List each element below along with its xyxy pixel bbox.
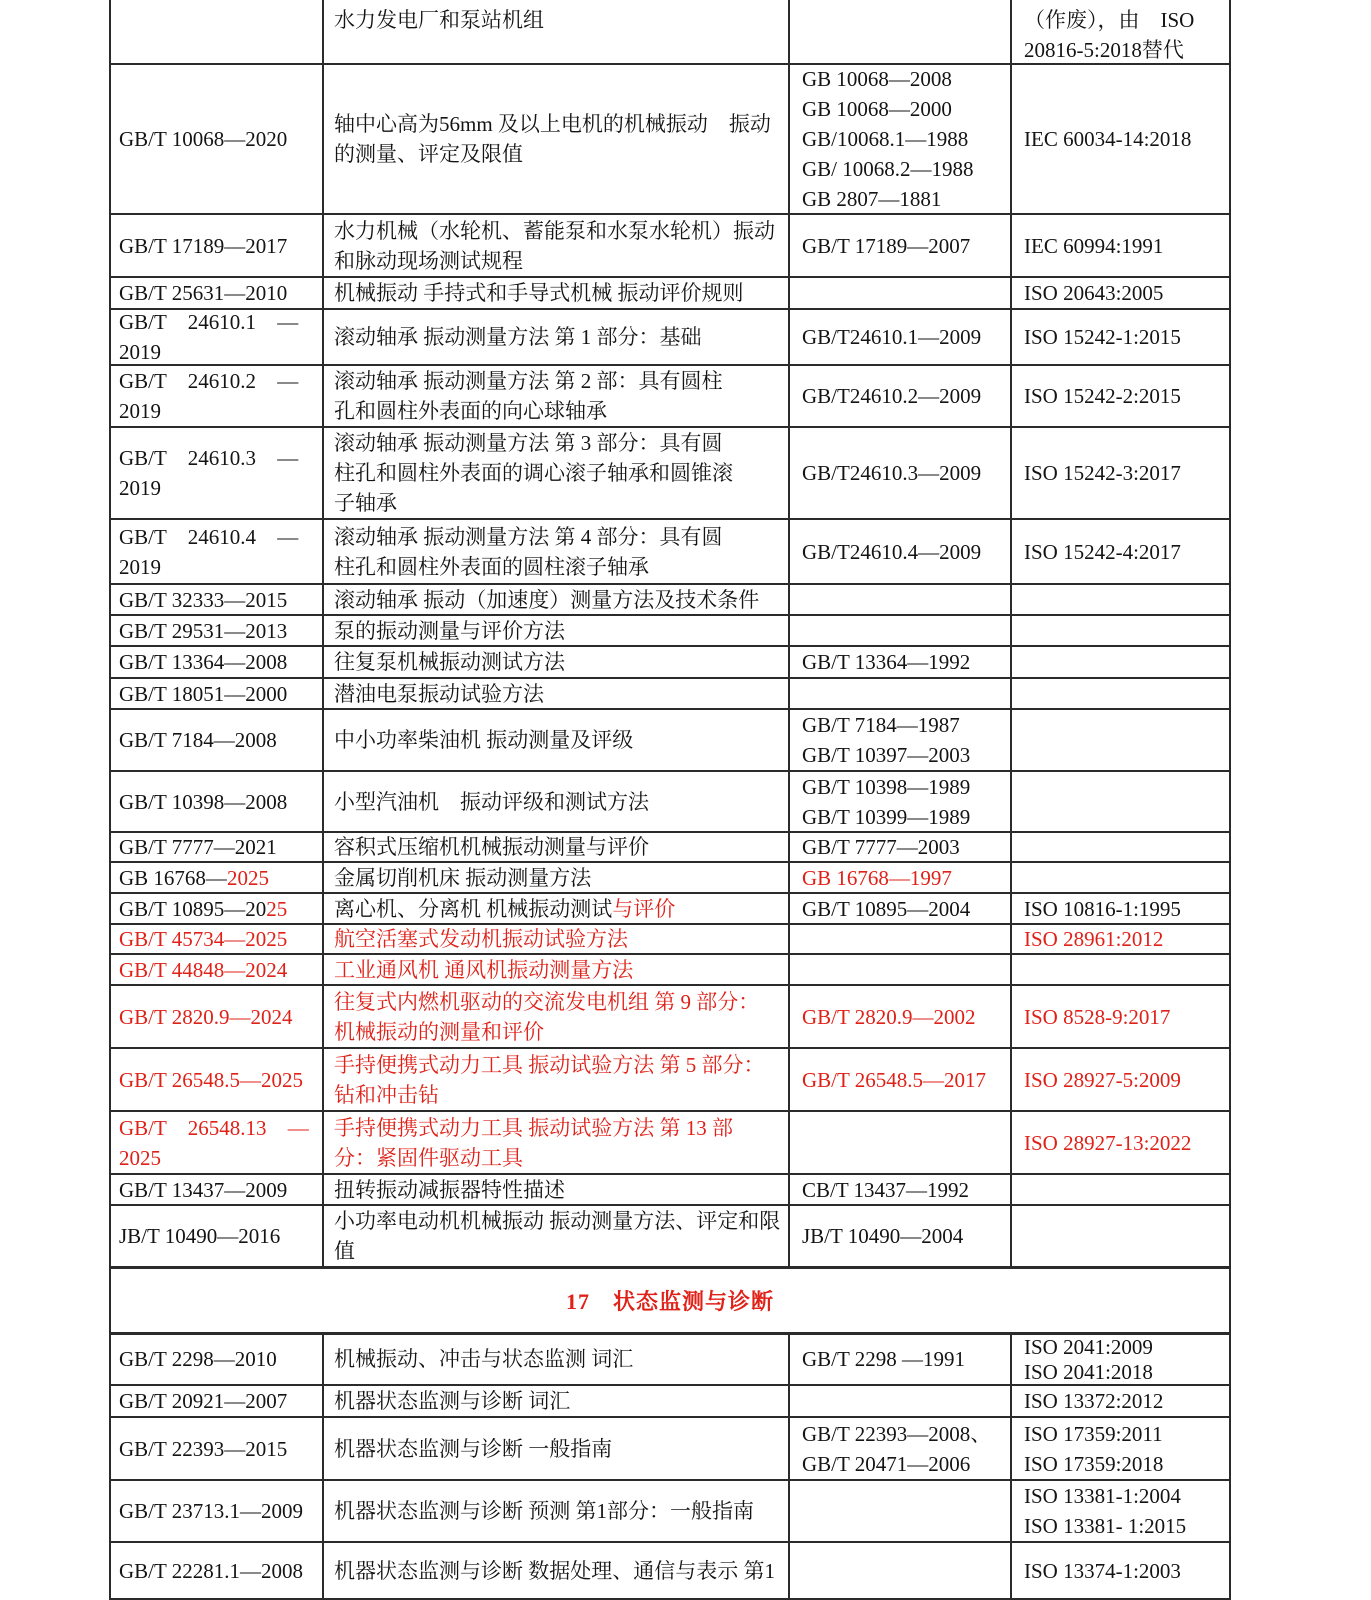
table-row: [111, 1481, 1231, 1543]
cell-international-standard: [1012, 65, 1231, 213]
cell-standard-number: [111, 710, 324, 770]
cell-text-line: GB 2807—1881: [802, 187, 942, 211]
cell-text-line: 和脉动现场测试规程: [334, 248, 523, 273]
cell-text-line: 航空活塞式发动机振动试验方法: [334, 927, 628, 951]
cell-international-standard: [1012, 1206, 1231, 1266]
cell-text-line: 机械振动的测量和评价: [334, 1019, 544, 1044]
cell-text-line: 滚动轴承 振动测量方法 第 1 部分：基础: [334, 325, 702, 349]
cell-title: [324, 955, 790, 984]
cell-text-line: ISO 28927-13:2022: [1024, 1130, 1192, 1155]
cell-international-standard: [1012, 1386, 1231, 1416]
cell-text-line: GB/ 10068.2—1988: [802, 157, 974, 181]
cell-text-line: GB/T 13437—2009: [119, 1177, 288, 1202]
cell-text-line: 金属切削机床 振动测量方法: [334, 865, 592, 890]
cell-title: [324, 215, 790, 276]
table-row: [111, 520, 1231, 585]
cell-text-line: GB/T 26548.5—2025: [119, 1067, 303, 1092]
cell-text-line: ISO 17359:2018: [1024, 1451, 1164, 1476]
cell-superseded-standard: [790, 428, 1012, 518]
standards-table: [109, 0, 1231, 1600]
cell-text-line: GB/T 24610.3 —: [119, 446, 299, 470]
table-row: [111, 366, 1231, 428]
cell-title: [324, 1386, 790, 1416]
cell-text-line: GB/T 7184—2008: [119, 728, 277, 752]
cell-superseded-standard: [790, 1543, 1012, 1598]
cell-text-line: GB/T 18051—2000: [119, 681, 288, 706]
cell-text-line: 2019: [119, 340, 161, 364]
cell-text-line: GB/T 26548.5—2017: [802, 1067, 986, 1092]
cell-text-line: GB/T 10399—1989: [802, 804, 971, 829]
cell-text-line: GB/T 10895—2025: [119, 896, 288, 921]
cell-text-line: ISO 13381-1:2004: [1024, 1484, 1181, 1508]
cell-standard-number: [111, 1335, 324, 1384]
cell-text-line: ISO 15242-2:2015: [1024, 384, 1181, 408]
cell-standard-number: [111, 278, 324, 308]
cell-text-line: ISO 28927-5:2009: [1024, 1067, 1181, 1092]
cell-text-line: 滚动轴承 振动测量方法 第 2 部：具有圆柱: [334, 369, 723, 393]
cell-text-line: 往复泵机械振动测试方法: [334, 650, 565, 674]
table-row: [111, 1543, 1231, 1600]
cell-title: [324, 310, 790, 364]
cell-standard-number: [111, 679, 324, 708]
table-row: [111, 894, 1231, 925]
cell-standard-number: [111, 863, 324, 892]
table-row: [111, 310, 1231, 366]
cell-text-line: 小功率电动机机械振动 振动测量方法、评定和限: [334, 1209, 781, 1233]
cell-text-line: 2019: [119, 476, 161, 500]
cell-superseded-standard: [790, 894, 1012, 923]
table-row: [111, 710, 1231, 772]
cell-standard-number: [111, 894, 324, 923]
table-row: [111, 1049, 1231, 1112]
cell-text-line: 柱孔和圆柱外表面的调心滚子轴承和圆锥滚: [334, 461, 733, 485]
cell-text-line: GB/T 22393—2008、: [802, 1421, 992, 1446]
cell-title: [324, 1418, 790, 1479]
cell-text-line: GB/T 10398—1989: [802, 774, 971, 799]
cell-text-line: 轴中心高为56mm 及以上电机的机械振动 振动: [334, 112, 771, 136]
cell-superseded-standard: [790, 710, 1012, 770]
cell-text-line: 柱孔和圆柱外表面的圆柱滚子轴承: [334, 554, 649, 579]
table-row: [111, 925, 1231, 955]
cell-title: [324, 1335, 790, 1384]
cell-superseded-standard: [790, 986, 1012, 1047]
cell-title: [324, 278, 790, 308]
table-row: [111, 1206, 1231, 1268]
table-row: [111, 585, 1231, 616]
cell-superseded-standard: [790, 955, 1012, 984]
cell-text-line: 水力发电厂和泵站机组: [334, 8, 544, 32]
cell-standard-number: [111, 1112, 324, 1173]
cell-text-line: GB/T 45734—2025: [119, 927, 288, 951]
cell-text-line: 机器状态监测与诊断 词汇: [334, 1389, 571, 1413]
table-row: [111, 1386, 1231, 1418]
cell-international-standard: [1012, 1335, 1231, 1384]
cell-text-line: 小型汽油机 振动评级和测试方法: [334, 789, 649, 814]
cell-text-line: GB/T24610.4—2009: [802, 539, 982, 564]
cell-title: [324, 863, 790, 892]
cell-text-line: GB 10068—2008: [802, 67, 952, 91]
table-row: [111, 679, 1231, 710]
cell-text-line: 2019: [119, 554, 161, 579]
cell-standard-number: [111, 585, 324, 614]
cell-international-standard: [1012, 894, 1231, 923]
cell-text-line: GB/T 10895—2004: [802, 896, 971, 921]
cell-text-line: 扭转振动减振器特性描述: [334, 1177, 565, 1202]
cell-text-line: GB/T24610.3—2009: [802, 461, 982, 485]
cell-standard-number: [111, 616, 324, 645]
cell-text-line: GB/T 24610.2 —: [119, 369, 299, 393]
table-row: [111, 1335, 1231, 1386]
cell-international-standard: [1012, 1175, 1231, 1204]
cell-text-line: IEC 60994:1991: [1024, 233, 1164, 258]
cell-title: [324, 772, 790, 831]
table-row: [111, 215, 1231, 278]
cell-title: [324, 65, 790, 213]
cell-title: [324, 986, 790, 1047]
cell-standard-number: [111, 772, 324, 831]
cell-superseded-standard: [790, 65, 1012, 213]
table-row: [111, 986, 1231, 1049]
cell-superseded-standard: [790, 1175, 1012, 1204]
cell-international-standard: [1012, 863, 1231, 892]
cell-title: [324, 679, 790, 708]
cell-international-standard: [1012, 310, 1231, 364]
cell-text-line: GB/T 24610.4 —: [119, 524, 299, 549]
cell-text-line: GB/T 20471—2006: [802, 1451, 971, 1476]
cell-text-line: （作废），由 ISO: [1024, 8, 1195, 32]
table-row: [111, 647, 1231, 679]
cell-superseded-standard: [790, 310, 1012, 364]
cell-superseded-standard: [790, 1335, 1012, 1384]
cell-standard-number: [111, 647, 324, 677]
cell-international-standard: [1012, 616, 1231, 645]
cell-text-line: 机器状态监测与诊断 数据处理、通信与表示 第1: [334, 1558, 775, 1583]
cell-text-line: 机械振动 手持式和手导式机械 振动评价规则: [334, 281, 744, 305]
cell-text-line: ISO 2041:2018: [1024, 1359, 1153, 1384]
cell-title: [324, 710, 790, 770]
section-title: 17 状态监测与诊断: [565, 1289, 774, 1314]
cell-text-line: GB/T 13364—2008: [119, 650, 288, 674]
cell-superseded-standard: [790, 0, 1012, 63]
cell-superseded-standard: [790, 1481, 1012, 1541]
cell-text-line: 往复式内燃机驱动的交流发电机组 第 9 部分：: [334, 989, 760, 1014]
cell-standard-number: [111, 955, 324, 984]
cell-text-line: 的测量、评定及限值: [334, 142, 523, 166]
cell-superseded-standard: [790, 863, 1012, 892]
cell-text-line: IEC 60034-14:2018: [1024, 127, 1192, 151]
cell-standard-number: [111, 520, 324, 583]
cell-standard-number: [111, 1418, 324, 1479]
cell-text-line: GB/T24610.1—2009: [802, 325, 982, 349]
cell-international-standard: [1012, 679, 1231, 708]
cell-international-standard: [1012, 1481, 1231, 1541]
cell-standard-number: [111, 366, 324, 426]
cell-text-line: 水力机械（水轮机、蓄能泵和水泵水轮机）振动: [334, 218, 775, 243]
cell-standard-number: [111, 310, 324, 364]
cell-title: [324, 1543, 790, 1598]
cell-text-line: ISO 13374-1:2003: [1024, 1558, 1181, 1583]
cell-text-line: 机械振动、冲击与状态监测 词汇: [334, 1347, 634, 1371]
cell-text-line: CB/T 13437—1992: [802, 1177, 970, 1202]
cell-text-line: GB/T 2298 —1991: [802, 1347, 965, 1371]
cell-text-line: JB/T 10490—2016: [119, 1224, 281, 1248]
cell-title: [324, 616, 790, 645]
table-row: [111, 1175, 1231, 1206]
table-row: [111, 65, 1231, 215]
cell-superseded-standard: [790, 772, 1012, 831]
cell-text-line: GB/T 20921—2007: [119, 1389, 288, 1413]
cell-standard-number: [111, 1049, 324, 1110]
cell-text-line: 2019: [119, 399, 161, 423]
cell-international-standard: [1012, 585, 1231, 614]
cell-text-line: GB/T 22281.1—2008: [119, 1558, 303, 1583]
cell-title: [324, 833, 790, 861]
cell-text-line: 滚动轴承 振动（加速度）测量方法及技术条件: [334, 587, 760, 612]
cell-text-line: 钻和冲击钻: [334, 1082, 439, 1107]
cell-text-line: GB/10068.1—1988: [802, 127, 969, 151]
cell-text-line: 手持便携式动力工具 振动试验方法 第 13 部: [334, 1115, 733, 1140]
cell-title: [324, 366, 790, 426]
cell-text-line: GB/T 17189—2007: [802, 233, 971, 258]
cell-text-line: GB/T 7184—1987: [802, 713, 960, 737]
cell-superseded-standard: [790, 616, 1012, 645]
cell-text-line: GB/T 7777—2003: [802, 835, 960, 859]
cell-text-line: GB/T 23713.1—2009: [119, 1499, 303, 1523]
cell-title: [324, 520, 790, 583]
table-row: [111, 278, 1231, 310]
table-row: [111, 833, 1231, 863]
cell-international-standard: [1012, 647, 1231, 677]
cell-text-line: GB/T 10397—2003: [802, 743, 971, 767]
cell-text-line: 泵的振动测量与评价方法: [334, 618, 565, 643]
cell-text-line: GB/T 2820.9—2024: [119, 1004, 293, 1029]
cell-text-line: 20816-5:2018替代: [1024, 38, 1184, 62]
table-row: [111, 1418, 1231, 1481]
cell-text-line: 机器状态监测与诊断 预测 第1部分：一般指南: [334, 1499, 754, 1523]
cell-international-standard: [1012, 366, 1231, 426]
cell-text-line: GB/T 26548.13 —: [119, 1115, 309, 1140]
table-row: [111, 772, 1231, 833]
cell-international-standard: [1012, 710, 1231, 770]
cell-text-line: GB/T 29531—2013: [119, 618, 288, 643]
cell-standard-number: [111, 1206, 324, 1266]
cell-superseded-standard: [790, 925, 1012, 953]
cell-text-line: ISO 15242-1:2015: [1024, 325, 1181, 349]
cell-standard-number: [111, 215, 324, 276]
cell-text-line: GB 10068—2000: [802, 97, 952, 121]
cell-text-line: 中小功率柴油机 振动测量及评级: [334, 728, 634, 752]
cell-text-line: ISO 20643:2005: [1024, 281, 1164, 305]
cell-title: [324, 1206, 790, 1266]
cell-superseded-standard: [790, 1206, 1012, 1266]
cell-text-line: 手持便携式动力工具 振动试验方法 第 5 部分：: [334, 1052, 765, 1077]
cell-superseded-standard: [790, 647, 1012, 677]
cell-title: [324, 894, 790, 923]
cell-text-line: 容积式压缩机机械振动测量与评价: [334, 835, 649, 859]
cell-text-line: 滚动轴承 振动测量方法 第 3 部分：具有圆: [334, 431, 723, 455]
cell-text-line: GB/T 13364—1992: [802, 650, 971, 674]
cell-text-line: 离心机、分离机 机械振动测试与评价: [334, 896, 676, 921]
cell-text-line: 潜油电泵振动试验方法: [334, 681, 544, 706]
cell-title: [324, 1049, 790, 1110]
cell-text-line: GB/T 24610.1 —: [119, 310, 299, 334]
cell-title: [324, 585, 790, 614]
cell-superseded-standard: [790, 1049, 1012, 1110]
cell-international-standard: [1012, 428, 1231, 518]
cell-text-line: ISO 10816-1:1995: [1024, 896, 1181, 921]
cell-text-line: 工业通风机 通风机振动测量方法: [334, 957, 634, 982]
cell-superseded-standard: [790, 215, 1012, 276]
cell-superseded-standard: [790, 1112, 1012, 1173]
table-row: [111, 428, 1231, 520]
cell-text-line: GB/T 2820.9—2002: [802, 1004, 976, 1029]
cell-text-line: GB/T 10398—2008: [119, 789, 288, 814]
cell-standard-number: [111, 925, 324, 953]
cell-text-line: GB 16768—1997: [802, 865, 952, 890]
cell-text-line: ISO 15242-3:2017: [1024, 461, 1181, 485]
cell-text-line: 孔和圆柱外表面的向心球轴承: [334, 399, 607, 423]
cell-text-line: GB/T 17189—2017: [119, 233, 288, 258]
cell-text-line: GB/T24610.2—2009: [802, 384, 982, 408]
cell-text-line: 值: [334, 1239, 355, 1263]
cell-international-standard: [1012, 955, 1231, 984]
cell-text-line: GB 16768—2025: [119, 865, 269, 890]
cell-text-line: ISO 13372:2012: [1024, 1389, 1164, 1413]
cell-text-line: GB/T 2298—2010: [119, 1347, 277, 1371]
cell-international-standard: [1012, 986, 1231, 1047]
cell-title: [324, 1175, 790, 1204]
table-row: [111, 863, 1231, 894]
cell-text-line: 子轴承: [334, 491, 397, 515]
cell-title: [324, 925, 790, 953]
cell-standard-number: [111, 833, 324, 861]
cell-standard-number: [111, 65, 324, 213]
cell-text-line: GB/T 32333—2015: [119, 587, 288, 612]
cell-title: [324, 428, 790, 518]
cell-international-standard: [1012, 1112, 1231, 1173]
cell-text-line: JB/T 10490—2004: [802, 1224, 964, 1248]
cell-title: [324, 0, 790, 63]
cell-standard-number: [111, 428, 324, 518]
cell-standard-number: [111, 1481, 324, 1541]
cell-title: [324, 1112, 790, 1173]
cell-text-line: ISO 8528-9:2017: [1024, 1004, 1171, 1029]
cell-text-line: 机器状态监测与诊断 一般指南: [334, 1436, 613, 1461]
cell-text-line: ISO 15242-4:2017: [1024, 539, 1181, 564]
table-row: [111, 0, 1231, 65]
cell-standard-number: [111, 1543, 324, 1598]
cell-international-standard: [1012, 925, 1231, 953]
cell-superseded-standard: [790, 278, 1012, 308]
cell-text-line: ISO 17359:2011: [1024, 1421, 1163, 1446]
cell-text-line: 分：紧固件驱动工具: [334, 1145, 523, 1170]
section-header-row: [111, 1268, 1231, 1335]
cell-international-standard: [1012, 1049, 1231, 1110]
table-row: [111, 1112, 1231, 1175]
cell-international-standard: [1012, 278, 1231, 308]
cell-superseded-standard: [790, 1418, 1012, 1479]
cell-superseded-standard: [790, 833, 1012, 861]
cell-international-standard: [1012, 215, 1231, 276]
cell-text-line: GB/T 7777—2021: [119, 835, 277, 859]
cell-text-line: GB/T 22393—2015: [119, 1436, 288, 1461]
cell-superseded-standard: [790, 366, 1012, 426]
cell-superseded-standard: [790, 1386, 1012, 1416]
cell-text-line: ISO 2041:2009: [1024, 1335, 1153, 1359]
cell-international-standard: [1012, 520, 1231, 583]
cell-title: [324, 647, 790, 677]
cell-standard-number: [111, 1386, 324, 1416]
cell-international-standard: [1012, 833, 1231, 861]
cell-text-line: GB/T 10068—2020: [119, 127, 288, 151]
cell-text-line: GB/T 25631—2010: [119, 281, 288, 305]
cell-text-line: GB/T 44848—2024: [119, 957, 288, 982]
cell-standard-number: [111, 1175, 324, 1204]
cell-international-standard: [1012, 1418, 1231, 1479]
table-row: [111, 616, 1231, 647]
cell-superseded-standard: [790, 679, 1012, 708]
cell-standard-number: [111, 986, 324, 1047]
cell-text-line: 2025: [119, 1145, 161, 1170]
cell-international-standard: [1012, 1543, 1231, 1598]
cell-title: [324, 1481, 790, 1541]
cell-text-line: 滚动轴承 振动测量方法 第 4 部分：具有圆: [334, 524, 723, 549]
cell-standard-number: [111, 0, 324, 63]
cell-international-standard: [1012, 0, 1231, 63]
table-row: [111, 955, 1231, 986]
cell-superseded-standard: [790, 520, 1012, 583]
cell-text-line: ISO 28961:2012: [1024, 927, 1164, 951]
cell-superseded-standard: [790, 585, 1012, 614]
cell-international-standard: [1012, 772, 1231, 831]
cell-text-line: ISO 13381- 1:2015: [1024, 1514, 1187, 1538]
